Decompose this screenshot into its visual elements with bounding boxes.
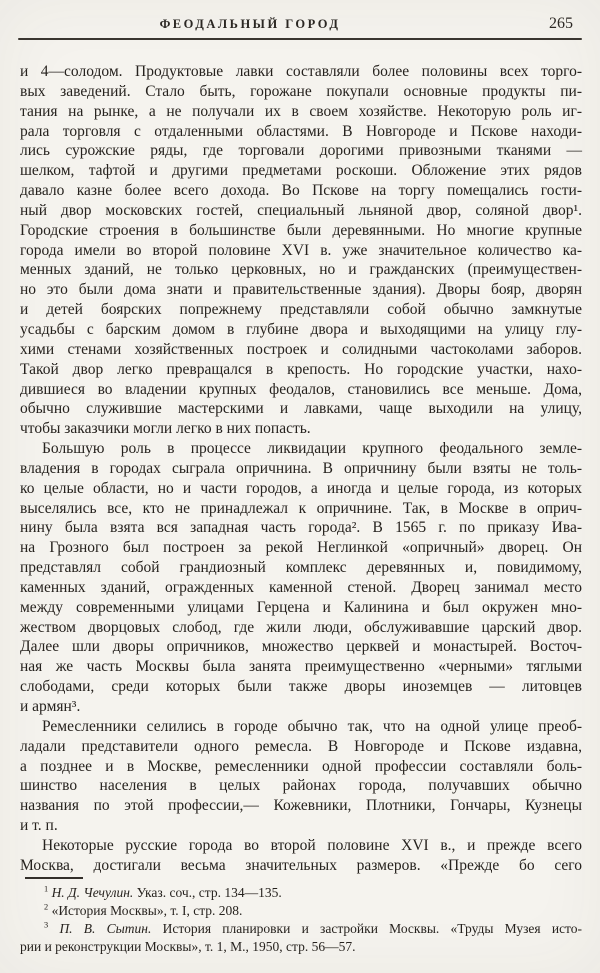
text-line: Некоторые русские города во второй половине XVI в., и прежде всего — [42, 836, 582, 854]
text-line: слободами, среди которых были также дворы иноземцев — литовцев — [20, 678, 582, 696]
text-line: лись сурожские ряды, где торговали дорогими привозными тканями — — [20, 142, 582, 160]
text-line: каменных зданий, огражденных каменной стеной. Дворец занимал место — [20, 578, 582, 596]
text-line: выселялись все, кто не принадлежал к опричнине. Так, в Москве в оприч- — [20, 499, 582, 517]
text-line: названия по этой профессии,— Кожевники, Плотники, Гончары, Кузнецы — [20, 797, 582, 815]
footnote-marker: 1 — [44, 884, 49, 894]
footnote-rule — [25, 877, 83, 879]
text-line: рала торговля с отдаленными областями. В Новгороде и Пскове находи- — [20, 122, 582, 140]
text-line: Далее шли дворы опричников, множество церквей и монастырей. Восточ- — [20, 638, 582, 656]
text-line: и 4—солодом. Продуктовые лавки составляли более половины всех торго- — [20, 63, 582, 80]
text-line: Москва, достигали весьма значительных размеров. «Прежде бо сего — [20, 856, 582, 874]
footnote-author: Н. Д. Чечулин. — [51, 885, 134, 900]
text-line: ко целые области, но и части городов, а иногда и целые города, из которых — [20, 479, 582, 497]
text-line: представлял собой грандиозный комплекс деревянных и, повидимому, — [20, 559, 582, 577]
text-line: вых заведений. Стало быть, горожане покупали основные продукты пи- — [20, 82, 582, 100]
text-line: дившиеся во владении крупных феодалов, становились все меньше. Дома, — [20, 380, 582, 398]
footnote-marker: 2 — [44, 902, 49, 912]
body-text — [20, 62, 582, 876]
text-line: а позднее и в Москве, ремесленники одной профессии составляли боль- — [20, 757, 582, 775]
footnote-line: рии и реконструкции Москвы», т. 1, М., 1950, стр. 56—57. — [20, 939, 356, 954]
text-line: ный двор московских гостей, специальный льняной двор, соляной двор¹. — [20, 201, 582, 219]
text-line: нину была взята вся западная часть города². В 1565 г. по приказу Ива- — [20, 519, 582, 537]
text-line: жеством дворцовых слобод, где жили люди, обслуживавшие царский двор. — [20, 618, 582, 636]
running-title: ФЕОДАЛЬНЫЙ ГОРОД — [159, 17, 341, 31]
text-line: давало казне более всего дохода. Во Пскове на торгу помещались гости- — [20, 182, 582, 200]
text-line: ная же часть Москвы была занята преимущественно «черными» тяглыми — [20, 658, 582, 676]
text-line: ладали представители одного ремесла. В Новгороде и Пскове издавна, — [20, 737, 582, 755]
text-line: города имели во второй половине XVI в. уже значительное количество ка- — [20, 241, 582, 259]
text-line: усадьбы с барским домом в глубине двора и выходящими на улицу глу- — [20, 320, 582, 338]
text-line: и т. п. — [20, 817, 58, 835]
text-line: Большую роль в процессе ликвидации крупного феодального земле- — [42, 440, 582, 458]
text-line: хими стенами хозяйственных построек и солидными частоколами заборов. — [20, 340, 582, 358]
text-line: на Грозного был построен за рекой Неглинкой «опричный» дворец. Он — [20, 539, 582, 557]
text-line: шинство населения в целых районах города, получавших обычно — [20, 777, 582, 795]
text-line: шелком, тафтой и другими предметами роскоши. Обложение этих рядов — [20, 162, 582, 180]
text-line: и армян³. — [20, 698, 81, 715]
footnote-line: $^1$ Н. Д. Чечулин. Указ. соч., стр. 134—135. — [44, 884, 282, 900]
text-line: между современными улицами Герцена и Калинина и был окружен мно- — [20, 598, 582, 616]
text-line: Ремесленники селились в городе обычно так, что на одной улице преоб- — [42, 717, 582, 735]
footnotes — [20, 884, 582, 956]
footnote-author: П. В. Сытин. — [59, 921, 152, 936]
text-line: обычно служившие мастерскими и лавками, чаще выходили на улицу, — [20, 400, 582, 418]
footnote-line: $^2$ «История Москвы», т. I, стр. 208. — [44, 902, 243, 918]
page-number: 265 — [549, 15, 573, 32]
text-line: и детей боярских попрежнему представляли собой обычно замкнутые — [20, 301, 582, 319]
text-line: но это были дома знати и правительственные здания). Дворы бояр, дворян — [20, 281, 582, 299]
text-line: чтобы заказчики могли легко в них попасть. — [20, 420, 311, 438]
header-rule — [18, 38, 582, 40]
text-line: менных зданий, не только церковных, но и гражданских (преимуществен- — [20, 261, 582, 279]
text-line: тания на рынке, а не получали их в своем хозяйстве. Некоторую роль иг- — [20, 102, 582, 120]
footnote-line: $^3$ П. В. Сытин. История планировки и застройки Москвы. «Труды Музея исто- — [44, 920, 583, 936]
text-line: Такой двор легко превращался в крепость. Но городские участки, нахо- — [20, 360, 582, 378]
footnote-marker: 3 — [44, 920, 49, 930]
text-line: Городские строения в большинстве были деревянными. Но многие крупные — [20, 221, 582, 239]
text-line: владения в городах сыграла опричнина. В опричнину были взяты не толь- — [20, 459, 582, 477]
